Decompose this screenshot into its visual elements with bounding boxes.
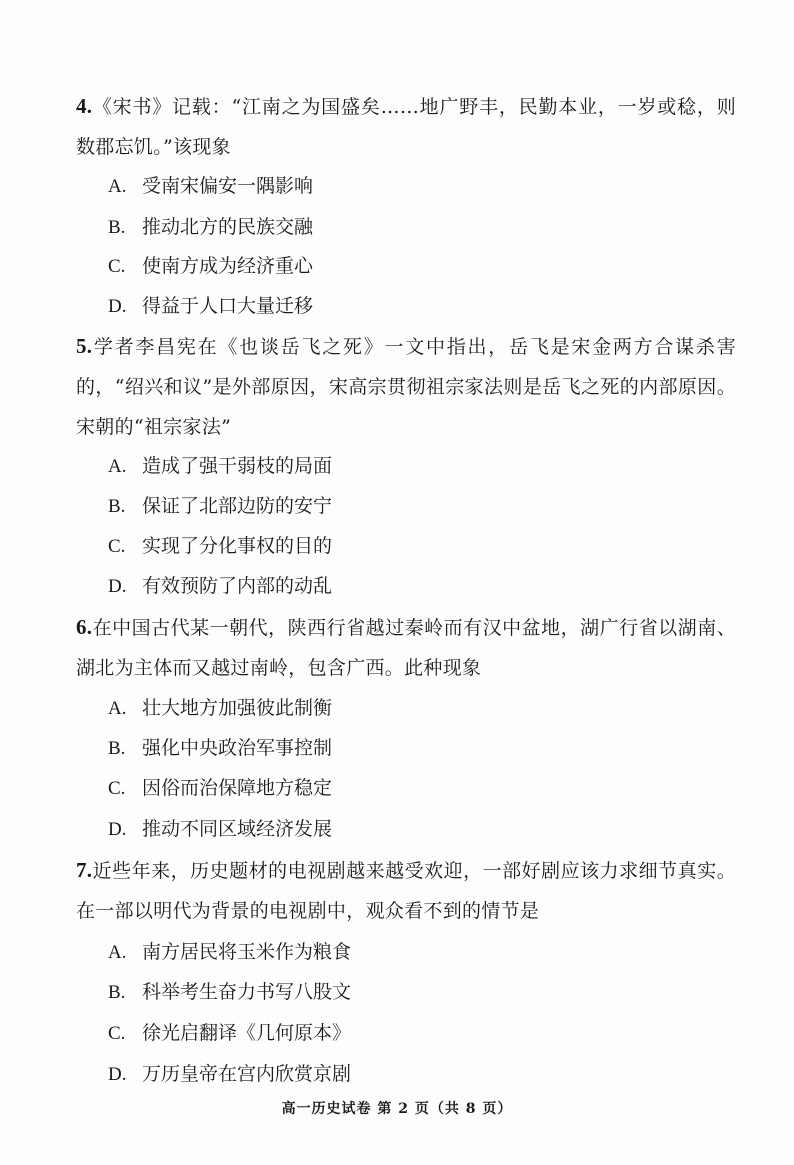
option-letter: A.	[108, 698, 127, 719]
option-c[interactable]	[108, 768, 332, 809]
option-c[interactable]	[108, 246, 313, 287]
option-d[interactable]	[108, 566, 332, 607]
option-text: 强化中央政治军事控制	[142, 737, 333, 759]
option-letter: A.	[108, 456, 127, 477]
option-b[interactable]	[108, 972, 351, 1013]
question-stem	[76, 607, 736, 688]
question-number: 7.	[76, 858, 93, 882]
option-b[interactable]	[108, 486, 332, 527]
question-number: 6.	[76, 615, 93, 639]
option-text: 造成了强干弱枝的局面	[142, 455, 333, 477]
option-a[interactable]	[108, 688, 332, 729]
question-text: 学者李昌宪在《也谈岳飞之死》一文中指出，岳飞是宋金两方合谋杀害的，“绍兴和议”是外部原因，宋高宗贯彻祖宗家法则是岳飞之死的内部原因。宋朝的“祖宗家法”	[76, 336, 736, 438]
option-letter: B.	[108, 982, 126, 1003]
question-stem	[76, 850, 736, 931]
option-d[interactable]	[108, 809, 332, 850]
option-text: 徐光启翻译《几何原本》	[142, 1022, 352, 1044]
option-text: 推动北方的民族交融	[142, 216, 314, 238]
option-letter: B.	[108, 496, 126, 517]
option-text: 保证了北部边防的安宁	[142, 495, 333, 517]
option-letter: A.	[108, 176, 127, 197]
option-d[interactable]	[108, 286, 313, 327]
option-text: 壮大地方加强彼此制衡	[142, 697, 333, 719]
question-number: 4.	[76, 94, 93, 118]
question-text: 《宋书》记载：“江南之为国盛矣……地广野丰，民勤本业，一岁或稔，则数郡忘饥。”该现象	[76, 96, 736, 158]
option-letter: B.	[108, 738, 126, 759]
option-text: 推动不同区域经济发展	[142, 818, 333, 840]
page-footer: 高一历史试卷 第 2 页（共 8 页）	[281, 1101, 513, 1117]
option-letter: D.	[108, 819, 127, 840]
question-stem	[76, 86, 736, 167]
option-letter: D.	[108, 576, 127, 597]
option-b[interactable]	[108, 207, 313, 248]
option-text: 南方居民将玉米作为粮食	[142, 941, 352, 963]
option-text: 使南方成为经济重心	[142, 255, 314, 277]
option-a[interactable]	[108, 932, 351, 973]
option-letter: C.	[108, 256, 126, 277]
option-text: 因俗而治保障地方稳定	[142, 777, 333, 799]
option-d[interactable]	[108, 1054, 351, 1095]
question-number: 5.	[76, 334, 93, 358]
question-text: 在中国古代某一朝代，陕西行省越过秦岭而有汉中盆地，湖广行省以湖南、湖北为主体而又越过南岭，包含广西。此种现象	[76, 617, 736, 679]
option-c[interactable]	[108, 1013, 351, 1054]
option-text: 万历皇帝在宫内欣赏京剧	[142, 1063, 352, 1085]
option-letter: A.	[108, 942, 127, 963]
option-text: 实现了分化事权的目的	[142, 535, 333, 557]
option-letter: D.	[108, 296, 127, 317]
option-letter: B.	[108, 217, 126, 238]
option-c[interactable]	[108, 526, 332, 567]
option-text: 受南宋偏安一隅影响	[142, 175, 314, 197]
option-letter: C.	[108, 778, 126, 799]
option-a[interactable]	[108, 446, 332, 487]
option-text: 得益于人口大量迁移	[142, 295, 314, 317]
option-text: 有效预防了内部的动乱	[142, 575, 333, 597]
option-a[interactable]	[108, 166, 313, 207]
option-b[interactable]	[108, 728, 332, 769]
option-letter: C.	[108, 536, 126, 557]
question-text: 近些年来，历史题材的电视剧越来越受欢迎，一部好剧应该力求细节真实。在一部以明代为背景的电视剧中，观众看不到的情节是	[76, 860, 736, 922]
option-text: 科举考生奋力书写八股文	[142, 981, 352, 1003]
option-letter: D.	[108, 1064, 127, 1085]
option-letter: C.	[108, 1023, 126, 1044]
question-stem	[76, 326, 736, 447]
